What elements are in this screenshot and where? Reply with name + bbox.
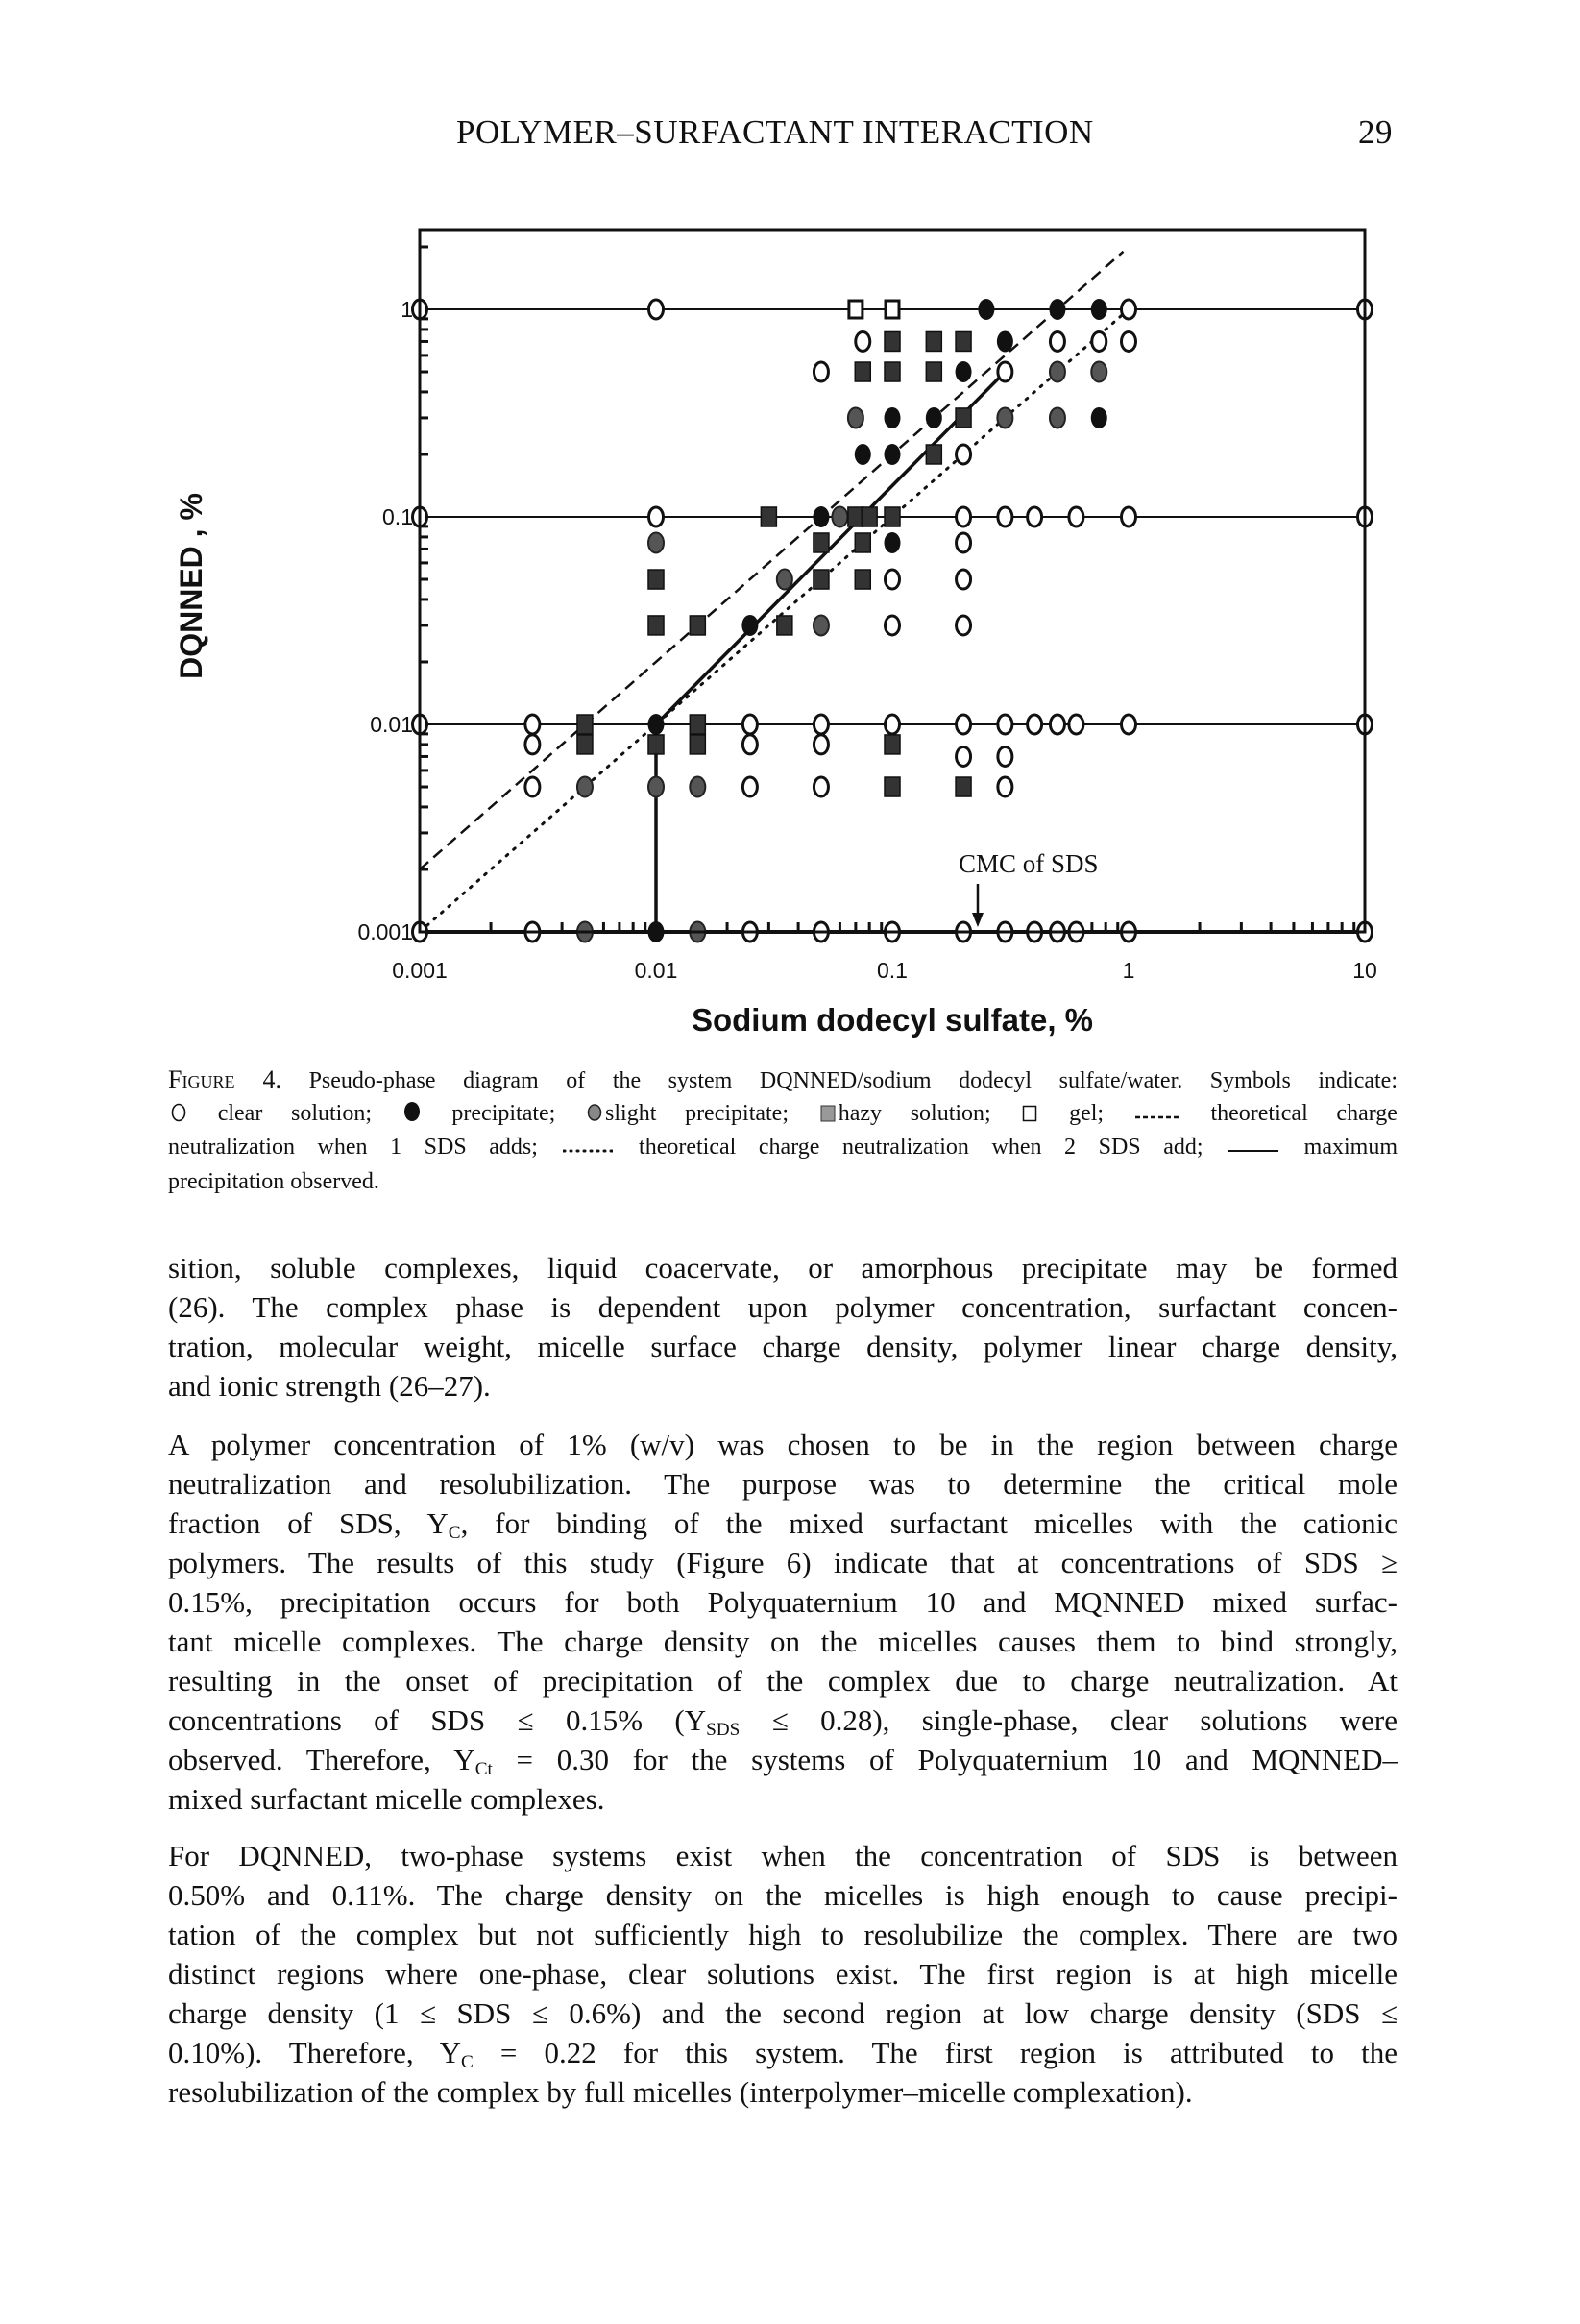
precipitate-icon bbox=[403, 1100, 421, 1133]
body-paragraph-2 bbox=[168, 1425, 1398, 1819]
hazy-solution-marker bbox=[648, 735, 664, 754]
dashed-line-icon bbox=[1135, 1100, 1179, 1133]
slight-precipitate-marker bbox=[1091, 362, 1106, 382]
clear-solution-marker bbox=[1028, 715, 1042, 734]
subscript: SDS bbox=[706, 1719, 741, 1740]
hazy-solution-marker bbox=[690, 735, 705, 754]
clear-solution-marker bbox=[998, 746, 1012, 766]
slight-precipitate-marker bbox=[997, 407, 1012, 428]
solid-line-icon bbox=[1228, 1134, 1278, 1166]
hazy-solution-marker bbox=[885, 777, 900, 796]
gel-marker bbox=[849, 301, 863, 318]
precipitate-marker bbox=[813, 506, 829, 527]
clear-solution-marker bbox=[1028, 507, 1042, 526]
clear-solution-marker bbox=[742, 715, 757, 734]
dotted-line bbox=[420, 309, 1129, 932]
precipitate-marker bbox=[885, 532, 901, 553]
clear-solution-marker bbox=[957, 533, 971, 552]
phase-diagram-chart bbox=[0, 0, 1580, 1047]
clear-solution-marker bbox=[998, 362, 1012, 381]
arrow-head bbox=[972, 913, 984, 927]
x-tick-label: 0.001 bbox=[392, 958, 448, 983]
clear-solution-marker bbox=[814, 715, 828, 734]
x-tick-label: 0.1 bbox=[877, 958, 908, 983]
running-title: POLYMER–SURFACTANT INTERACTION bbox=[456, 113, 1094, 151]
clear-solution-marker bbox=[1069, 507, 1083, 526]
slight-precipitate-marker bbox=[1050, 407, 1065, 428]
text-line: fraction of SDS, $Y_C$, for binding of the mixed surfactant micelles with the cationic bbox=[168, 1506, 1398, 1543]
hazy-solution-marker bbox=[855, 570, 870, 589]
figure-caption bbox=[168, 1064, 1398, 1198]
hazy-solution-marker bbox=[648, 616, 664, 635]
text-line: tant micelle complexes. The charge density on the micelles causes them to bind strongly, bbox=[168, 1625, 1398, 1658]
hazy-solution-marker bbox=[577, 735, 593, 754]
gel-icon bbox=[1022, 1100, 1037, 1133]
clear-solution-marker bbox=[856, 331, 870, 351]
clear-solution-marker bbox=[525, 777, 540, 796]
slight-precipitate-marker bbox=[648, 532, 664, 552]
hazy-solution-marker bbox=[926, 445, 941, 464]
hazy-solution-marker bbox=[956, 777, 971, 796]
y-tick-label: 0.001 bbox=[357, 919, 413, 944]
precipitate-marker bbox=[648, 714, 665, 735]
slight-precipitate-marker bbox=[1050, 362, 1065, 382]
clear-solution-marker bbox=[1122, 300, 1136, 319]
clear-solution-marker bbox=[1092, 331, 1106, 351]
precipitate-marker bbox=[1049, 299, 1065, 320]
slight-precipitate-marker bbox=[848, 407, 863, 428]
clear-solution-marker bbox=[814, 362, 828, 381]
clear-solution-marker bbox=[1122, 507, 1136, 526]
y-axis-title: DQNNED , % bbox=[174, 493, 208, 679]
text-line: neutralization when 1 SDS adds; theoretical charge neutralization when 2 SDS add; maximum bbox=[168, 1132, 1398, 1166]
clear-solution-marker bbox=[998, 777, 1012, 796]
clear-solution-marker bbox=[957, 616, 971, 635]
y-tick-label: 1 bbox=[401, 297, 413, 322]
text-line: tation of the complex but not sufficiently high to resolubilize the complex. There are two bbox=[168, 1918, 1398, 1951]
hazy-solution-marker bbox=[855, 362, 870, 381]
slight-precipitate-marker bbox=[577, 777, 593, 797]
clear-solution-marker bbox=[957, 507, 971, 526]
clear-solution-marker bbox=[742, 777, 757, 796]
hazy-solution-marker bbox=[926, 331, 941, 351]
clear-solution-marker bbox=[814, 777, 828, 796]
precipitate-marker bbox=[956, 361, 972, 382]
clear-solution-marker bbox=[649, 300, 664, 319]
text-line: charge density (1 ≤ SDS ≤ 0.6%) and the second region at low charge density (SDS ≤ bbox=[168, 1996, 1398, 2030]
hazy-solution-marker bbox=[648, 570, 664, 589]
hazy-solution-marker bbox=[885, 362, 900, 381]
text-line: sition, soluble complexes, liquid coacervate, or amorphous precipitate may be formed bbox=[168, 1251, 1398, 1284]
text-line: and ionic strength (26–27). bbox=[168, 1369, 491, 1403]
cmc-arrow-icon bbox=[972, 884, 984, 927]
clear-solution-marker bbox=[742, 735, 757, 754]
clear-solution-marker bbox=[957, 715, 971, 734]
precipitate-marker bbox=[741, 615, 758, 636]
clear-solution-marker bbox=[649, 507, 664, 526]
hazy-solution-marker bbox=[956, 408, 971, 428]
clear-solution-marker bbox=[1050, 331, 1064, 351]
dotted-line-icon bbox=[563, 1134, 613, 1166]
precipitate-marker bbox=[1091, 407, 1107, 428]
slight-precipitate-marker bbox=[832, 507, 847, 527]
hazy-solution-marker bbox=[814, 570, 829, 589]
gel-marker bbox=[886, 301, 899, 318]
clear-solution-marker bbox=[957, 746, 971, 766]
slight-precipitate-marker bbox=[777, 570, 792, 590]
hazy-solution-marker bbox=[690, 616, 705, 635]
hazy-solution-marker bbox=[777, 616, 792, 635]
x-axis-title: Sodium dodecyl sulfate, % bbox=[691, 1002, 1094, 1038]
slight-precipitate-icon bbox=[587, 1100, 602, 1133]
clear-solution-marker bbox=[1122, 715, 1136, 734]
hazy-solution-marker bbox=[926, 362, 941, 381]
text-line: concentrations of SDS ≤ 0.15% $(Y_{SDS} \le 0.28)$, single-phase, clear solutions were bbox=[168, 1703, 1398, 1740]
page-number: 29 bbox=[1358, 113, 1393, 151]
hazy-solution-marker bbox=[885, 735, 900, 754]
subscript: Ct bbox=[474, 1758, 493, 1779]
text-line: Figure 4. Pseudo-phase diagram of the system DQNNED/sodium dodecyl sulfate/water. Symbols indicate: bbox=[168, 1065, 1398, 1093]
text-line: A polymer concentration of 1% (w/v) was chosen to be in the region between charge bbox=[168, 1428, 1398, 1461]
dashed-line bbox=[420, 252, 1124, 869]
precipitate-marker bbox=[885, 444, 901, 465]
clear-solution-marker bbox=[998, 507, 1012, 526]
text-line: distinct regions where one-phase, clear solutions exist. The first region is at high micelle bbox=[168, 1957, 1398, 1991]
precipitate-marker bbox=[997, 330, 1013, 352]
clear-solution-marker bbox=[525, 735, 540, 754]
clear-solution-marker bbox=[814, 735, 828, 754]
clear-solution-icon bbox=[171, 1100, 186, 1133]
hazy-solution-marker bbox=[855, 533, 870, 552]
hazy-solution-icon bbox=[820, 1100, 836, 1133]
text-line: 0.15%, precipitation occurs for both Polyquaternium 10 and MQNNED mixed surfac- bbox=[168, 1585, 1398, 1619]
precipitate-marker bbox=[855, 444, 871, 465]
clear-solution-marker bbox=[886, 715, 900, 734]
hazy-solution-marker bbox=[885, 331, 900, 351]
subscript: C bbox=[461, 2051, 474, 2072]
hazy-solution-marker bbox=[690, 715, 705, 734]
hazy-solution-marker bbox=[577, 715, 593, 734]
clear-solution-marker bbox=[998, 715, 1012, 734]
precipitate-marker bbox=[1091, 299, 1107, 320]
precipitate-marker bbox=[885, 407, 901, 428]
hazy-solution-marker bbox=[956, 331, 971, 351]
text-line: observed. Therefore, $Y_{Ct} = 0.30$ for the systems of Polyquaternium 10 and MQNNED– bbox=[168, 1743, 1398, 1779]
clear-solution-marker bbox=[886, 616, 900, 635]
clear-solution-marker bbox=[1069, 715, 1083, 734]
text-line: 0.50% and 0.11%. The charge density on the micelles is high enough to cause precipi- bbox=[168, 1878, 1398, 1912]
text-line: resolubilization of the complex by full micelles (interpolymer–micelle complexation). bbox=[168, 2075, 1193, 2109]
text-line: clear solution; precipitate; slight precipitate; hazy solution; gel; theoretical charge bbox=[168, 1098, 1398, 1133]
clear-solution-marker bbox=[1122, 331, 1136, 351]
hazy-solution-marker bbox=[862, 507, 877, 526]
hazy-solution-marker bbox=[885, 507, 900, 526]
precipitate-marker bbox=[926, 407, 942, 428]
x-tick-label: 10 bbox=[1352, 958, 1377, 983]
text-line: neutralization and resolubilization. The purpose was to determine the critical mole bbox=[168, 1467, 1398, 1501]
slight-precipitate-marker bbox=[814, 615, 829, 635]
clear-solution-marker bbox=[1050, 715, 1064, 734]
y-tick-label: 0.1 bbox=[382, 504, 413, 529]
text-line: tration, molecular weight, micelle surface charge density, polymer linear charge density, bbox=[168, 1330, 1398, 1363]
clear-solution-marker bbox=[525, 715, 540, 734]
text-line: For DQNNED, two-phase systems exist when the concentration of SDS is between bbox=[168, 1839, 1398, 1872]
clear-solution-marker bbox=[957, 570, 971, 589]
body-paragraph-1 bbox=[168, 1248, 1398, 1406]
figure-label: Figure 4. bbox=[168, 1065, 282, 1093]
text-line: mixed surfactant micelle complexes. bbox=[168, 1782, 605, 1816]
text-line: (26). The complex phase is dependent upon polymer concentration, surfactant concen- bbox=[168, 1290, 1398, 1324]
text-line: precipitation observed. bbox=[168, 1168, 379, 1194]
cmc-annotation: CMC of SDS bbox=[959, 849, 1099, 878]
clear-solution-marker bbox=[957, 445, 971, 464]
x-tick-label: 1 bbox=[1122, 958, 1135, 983]
text-line: polymers. The results of this study (Figure 6) indicate that at concentrations of SDS ≥ bbox=[168, 1546, 1398, 1579]
precipitate-marker bbox=[978, 299, 994, 320]
solid-line bbox=[656, 372, 1005, 932]
text-line: resulting in the onset of precipitation of the complex due to charge neutralization. At bbox=[168, 1664, 1398, 1698]
body-paragraph-3 bbox=[168, 1836, 1398, 2112]
hazy-solution-marker bbox=[814, 533, 829, 552]
hazy-solution-marker bbox=[761, 507, 776, 526]
slight-precipitate-marker bbox=[690, 777, 705, 797]
clear-solution-marker bbox=[886, 570, 900, 589]
x-tick-label: 0.01 bbox=[634, 958, 678, 983]
text-line: 0.10%). Therefore, $Y_C = 0.22$ for this system. The first region is attributed to the bbox=[168, 2036, 1398, 2072]
subscript: C bbox=[448, 1522, 461, 1543]
y-tick-label: 0.01 bbox=[370, 712, 413, 737]
slight-precipitate-marker bbox=[648, 777, 664, 797]
